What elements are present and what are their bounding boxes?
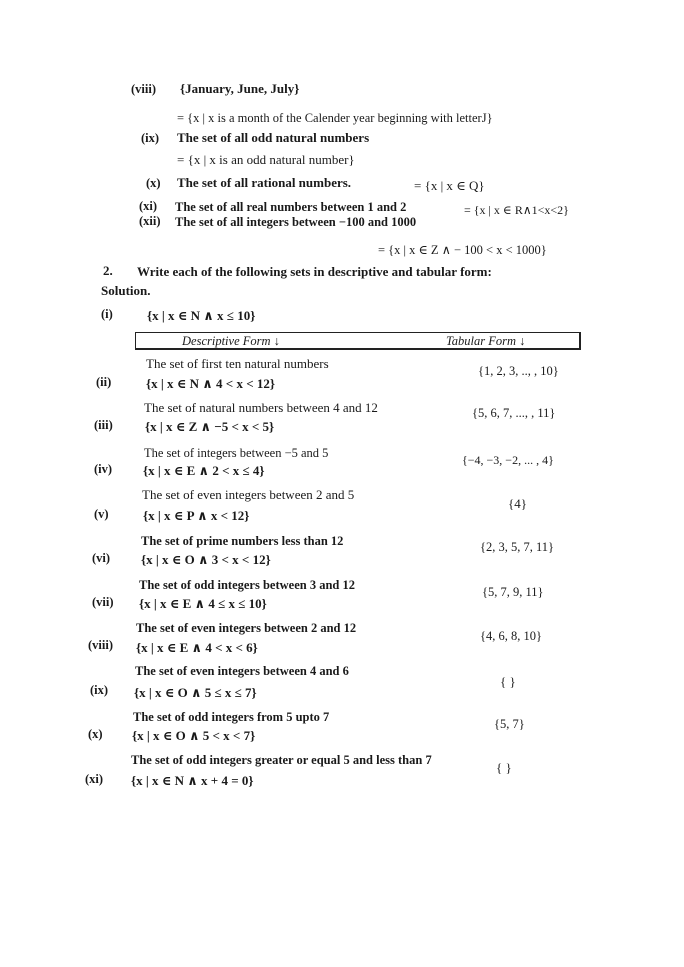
tabular-value: {4, 6, 8, 10} [480,629,542,643]
set-builder: {x | x ∈ E ∧ 4 < x < 6} [136,640,258,655]
item-label: (viii) [88,638,113,652]
set-builder: {x | x ∈ N ∧ x ≤ 10} [147,308,256,323]
description: The set of integers between −5 and 5 [144,446,329,460]
item-label: (v) [94,507,109,521]
tabular-value: {−4, −3, −2, ... , 4} [462,453,554,467]
description: The set of natural numbers between 4 and 12 [144,400,378,415]
tabular-form-header: Tabular Form ↓ [446,334,526,348]
set-builder: {x | x ∈ O ∧ 5 ≤ x ≤ 7} [134,685,257,700]
set-answer: = {x | x ∈ Q} [414,178,485,193]
set-builder: {x | x ∈ O ∧ 5 < x < 7} [132,728,256,743]
question-number: 2. [103,263,113,278]
set-answer: = {x | x is an odd natural number} [177,152,355,167]
tabular-value: {5, 7} [494,717,525,731]
tabular-value: { } [496,760,512,775]
set-builder: {x | x ∈ N ∧ x + 4 = 0} [131,773,254,788]
set-statement: The set of all odd natural numbers [177,130,370,145]
description: The set of odd integers from 5 upto 7 [133,710,330,724]
solution-label: Solution. [101,283,151,298]
tabular-value: {2, 3, 5, 7, 11} [480,540,555,554]
set-statement: The set of all integers between −100 and 1000 [175,215,417,229]
description: The set of odd integers greater or equal 5 and less than 7 [131,753,432,767]
description: The set of even integers between 2 and 12 [136,621,357,635]
tabular-value: { } [500,674,516,689]
item-label: (xi) [85,772,104,786]
descriptive-form-header: Descriptive Form ↓ [182,334,280,348]
set-builder: {x | x ∈ E ∧ 2 < x ≤ 4} [143,463,265,478]
set-statement: The set of all real numbers between 1 and 2 [175,200,407,214]
description: The set of odd integers between 3 and 12 [139,578,355,592]
item-label: (iii) [94,418,113,432]
set-builder: {x | x ∈ P ∧ x < 12} [143,508,250,523]
tabular-value: {4} [508,496,527,511]
item-label: (vi) [92,551,111,565]
set-builder: {x | x ∈ O ∧ 3 < x < 12} [141,552,271,567]
item-label: (x) [146,176,161,190]
question-text: Write each of the following sets in descriptive and tabular form: [137,264,492,279]
set-statement: The set of all rational numbers. [177,175,352,190]
description: The set of prime numbers less than 12 [141,534,344,548]
set-statement: {January, June, July} [180,81,300,96]
description: The set of first ten natural numbers [146,356,329,371]
set-builder: {x | x ∈ E ∧ 4 ≤ x ≤ 10} [139,596,267,611]
description: The set of even integers between 4 and 6 [135,664,349,678]
set-builder: {x | x ∈ Z ∧ −5 < x < 5} [145,419,275,434]
item-label: (viii) [131,82,156,96]
item-label: (ii) [96,375,112,389]
item-label: (x) [88,727,103,741]
item-label: (i) [101,307,113,321]
set-answer: = {x | x ∈ Z ∧ − 100 < x < 1000} [378,243,547,257]
item-label: (ix) [90,683,109,697]
set-answer: = {x | x is a month of the Calender year beginning with letterJ} [177,111,493,125]
item-label: (ix) [141,131,160,145]
item-label: (vii) [92,595,114,609]
tabular-value: {5, 7, 9, 11} [482,585,544,599]
set-builder: {x | x ∈ N ∧ 4 < x < 12} [146,376,275,391]
item-label: (xii) [139,214,161,228]
description: The set of even integers between 2 and 5 [142,487,355,502]
tabular-value: {5, 6, 7, ..., , 11} [472,406,556,420]
set-answer: = {x | x ∈ R∧1<x<2} [464,203,569,217]
tabular-value: {1, 2, 3, .., , 10} [478,364,559,378]
item-label: (iv) [94,462,113,476]
item-label: (xi) [139,199,158,213]
